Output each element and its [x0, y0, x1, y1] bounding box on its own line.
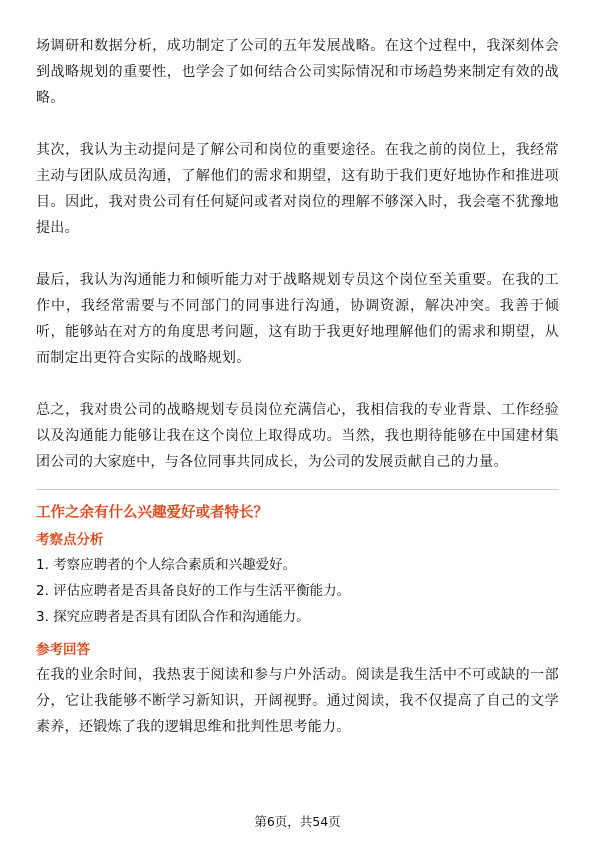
body-paragraph-1: 场调研和数据分析，成功制定了公司的五年发展战略。在这个过程中，我深刻体会到战略规划的重要性，也学会了如何结合公司实际情况和市场趋势来制定有效的战略。 — [36, 38, 559, 106]
page-footer: 第6页，共54页 — [254, 814, 341, 829]
answer-text: 在我的业余时间，我热衷于阅读和参与户外活动。阅读是我生活中不可或缺的一部分，它让我能够不断学习新知识，开阔视野。通过阅读，我不仅提高了自己的文学素养，还锻炼了我的逻辑思维和批判性思考能力。 — [36, 667, 559, 735]
document-page — [36, 33, 559, 740]
question-title: 工作之余有什么兴趣爱好或者特长？ — [36, 505, 268, 521]
analysis-label: 考察点分析 — [36, 532, 104, 548]
answer-label: 参考回答 — [36, 642, 90, 658]
question-section — [36, 502, 559, 740]
body-paragraph-4: 总之，我对贵公司的战略规划专员岗位充满信心，我相信我的专业背景、工作经验以及沟通能力能够让我在这个岗位上取得成功。当然，我也期待能够在中国建材集团公司的大家庭中，与各位同事共同成长，为公司的发展贡献自己的力量。 — [36, 402, 559, 470]
section-divider — [36, 489, 559, 490]
body-paragraph-2: 其次，我认为主动提问是了解公司和岗位的重要途径。在我之前的岗位上，我经常主动与团队成员沟通，了解他们的需求和期望，这有助于我们更好地协作和推进项目。因此，我对贵公司有任何疑问或者对岗位的理解不够深入时，我会毫不犹豫地提出。 — [36, 142, 559, 236]
analysis-point-3: 3. 探究应聘者是否具有团队合作和沟通能力。 — [36, 609, 310, 625]
analysis-point-1: 1. 考察应聘者的个人综合素质和兴趣爱好。 — [36, 557, 297, 573]
analysis-points — [36, 552, 559, 630]
body-paragraph-3: 最后，我认为沟通能力和倾听能力对于战略规划专员这个岗位至关重要。在我的工作中，我经常需要与不同部门的同事进行沟通，协调资源，解决冲突。我善于倾听，能够站在对方的角度思考问题，这有助于我更好地理解他们的需求和期望，从而制定出更符合实际的战略规划。 — [36, 272, 559, 366]
analysis-point-2: 2. 评估应聘者是否具备良好的工作与生活平衡能力。 — [36, 583, 351, 599]
